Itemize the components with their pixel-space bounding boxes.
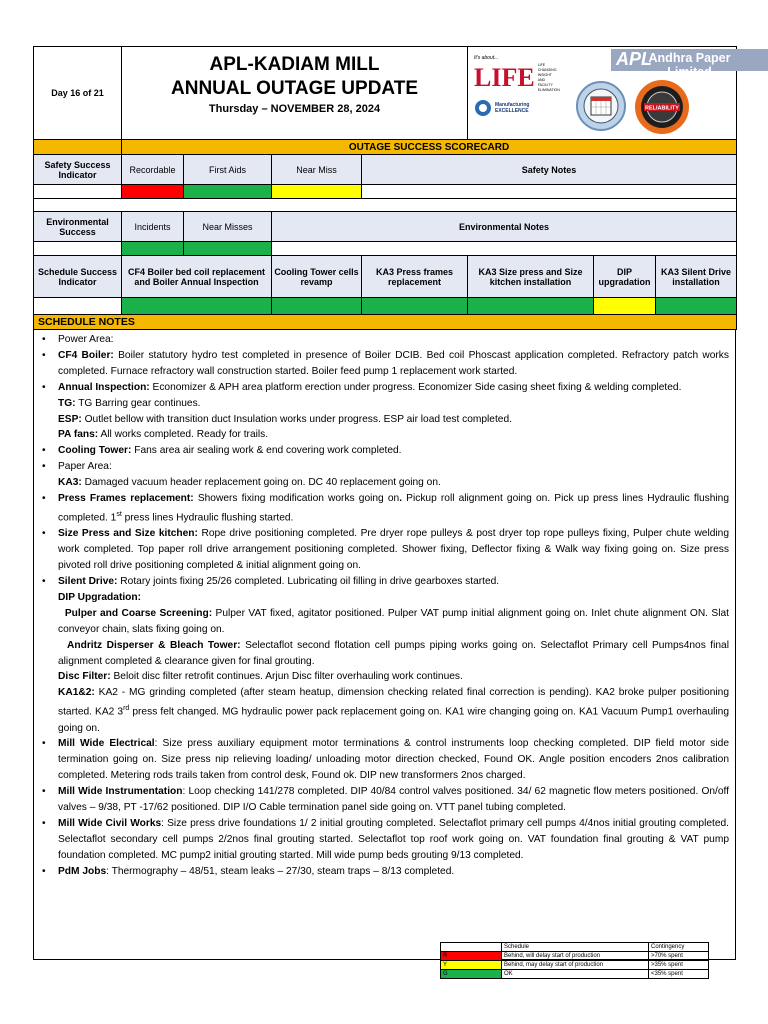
list-item — [58, 638, 729, 670]
cf4-label: CF4 Boiler: — [58, 349, 114, 361]
schedule-col-cooling-tower: Cooling Tower cells revamp — [272, 256, 362, 298]
mwi-label: Mill Wide Instrumentation — [58, 786, 183, 798]
status-legend — [440, 942, 709, 979]
df-text: Beloit disc filter retrofit continues. Arjun Disc filter overhauling work continues. — [113, 671, 463, 683]
life-logo — [474, 55, 558, 135]
pa-label: PA fans: — [58, 429, 99, 441]
safety-status-recordable — [122, 185, 184, 199]
pcs-text: Pulper VAT fixed, agitator positioned. Pulper VAT pump initial alignment going on. Inlet chute alignment ON. Slat conveyor chain, slats fixing going on. — [58, 607, 729, 635]
list-item — [58, 685, 729, 736]
pdm-text: : Thermography – 48/51, steam leaks – 27/30, steam traps – 8/13 completed. — [106, 865, 455, 877]
legend-contingency-green: <35% spent — [649, 970, 709, 979]
schedule-col-silent-drive: KA3 Silent Drive installation — [656, 256, 737, 298]
company-name: Andhra Paper Limited — [648, 51, 731, 79]
sd-label: Silent Drive: — [58, 575, 118, 587]
schedule-status-silent-drive — [656, 298, 737, 315]
list-item — [58, 380, 729, 396]
safety-status-first-aids — [184, 185, 272, 199]
sp-text: Rope drive positioning completed. Pre dryer rope pulleys & post dryer top rope pulleys fixing, Pulper chute welding work completed. Top paper roll drive arrangement positioning completed. Shower fixing, Deflector fixing & Walk way fixing going on. Size press pivoted roll drive positioning completed & initial alignment going on. — [58, 528, 729, 572]
cf4-text: Boiler statutory hydro test completed in presence of Boiler DCIB. Bed coil Phoscast application completed. Refractory patch works completed. Furnace refractory wall construction started. Boiler feed pump 1 replacement work started. — [58, 349, 729, 377]
schedule-col-press-frames: KA3 Press frames replacement — [362, 256, 468, 298]
environment-label: Environmental Success — [34, 212, 122, 242]
logo-area — [468, 47, 737, 140]
row-spacer — [34, 199, 737, 212]
life-logo-text: LIFE — [474, 63, 535, 92]
schedule-label: Schedule Success Indicator — [34, 256, 122, 298]
list-item: • Paper Area: — [58, 459, 729, 475]
legend-swatch-red: R — [441, 952, 502, 961]
annual-text: Economizer & APH area platform erection under progress. Economizer Side casing sheet fixing & welding completed. — [152, 381, 682, 393]
env-col-incidents: Incidents — [122, 212, 184, 242]
list-item — [58, 669, 729, 685]
environment-notes-label: Environmental Notes — [272, 212, 737, 242]
list-item — [58, 590, 729, 606]
legend-swatch-yellow: Y — [441, 961, 502, 970]
pf-sup: st — [116, 510, 122, 518]
pf-text-c: press lines Hydraulic flushing started. — [121, 512, 294, 524]
list-item — [58, 475, 729, 491]
schedule-notes-title: SCHEDULE NOTES — [34, 315, 737, 330]
ct-label: Cooling Tower: — [58, 445, 132, 457]
power-area-heading: Power Area — [58, 334, 111, 345]
legend-schedule-yellow: Behind, may delay start of production — [502, 961, 649, 970]
schedule-status-size-press — [468, 298, 594, 315]
life-logo-tag: LIFE CHANGING INSIGHT AND FACILITY ELIMINATION — [537, 63, 560, 92]
list-item — [58, 816, 729, 864]
safety-col-recordable: Recordable — [122, 155, 184, 185]
legend-header-contingency: Contingency — [649, 943, 709, 952]
list-item — [58, 443, 729, 459]
list-item — [58, 348, 729, 380]
reliability-badge-icon — [634, 79, 690, 135]
list-item: • Power Area: — [58, 332, 729, 348]
outage-report — [33, 46, 736, 960]
schedule-status-cf4-boiler — [122, 298, 272, 315]
schedule-status-dip — [594, 298, 656, 315]
ka3-text: Damaged vacuum header replacement going on. DC 40 replacement going on. — [84, 477, 441, 489]
sd-text: Rotary joints fixing 25/26 completed. Lubricating oil filling in drive gearboxes started. — [120, 575, 500, 587]
life-tagline-small: It's about... — [474, 55, 499, 61]
report-date: Thursday – NOVEMBER 28, 2024 — [208, 103, 381, 115]
schedule-col-dip: DIP upgradation — [594, 256, 656, 298]
ka12-sup: rd — [123, 705, 130, 713]
list-item — [58, 574, 729, 590]
env-status-blank — [34, 242, 122, 256]
report-title — [122, 47, 468, 140]
legend-contingency-red: >70% spent — [649, 952, 709, 961]
safety-col-first-aids: First Aids — [184, 155, 272, 185]
env-status-near-misses — [184, 242, 272, 256]
list-item — [58, 412, 729, 428]
mfg-excellence-label: Manufacturing EXCELLENCE — [495, 102, 530, 114]
mfg-excellence-icon — [474, 99, 492, 117]
safety-status-blank — [34, 185, 122, 199]
legend-swatch-green: G — [441, 970, 502, 979]
pf-text-a: Showers fixing modification works going on — [197, 493, 400, 505]
ka12-text-a: KA2 - MG grinding completed (after steam heatup, dimension checking related final correction is pending). KA2 broke pulper positioning started. KA2 3 — [58, 687, 729, 718]
esp-text: Outlet bellow with transition duct Insulation works under progress. ESP air load test completed. — [84, 413, 512, 425]
env-status-incidents — [122, 242, 184, 256]
list-item — [58, 736, 729, 784]
pf-text-b: Pickup roll alignment going on. Pick up press lines Hydraulic flushing completed. 1 — [58, 493, 729, 524]
adb-text: Selectaflot second flotation cell pumps piping works going on. Selectaflot Primary cell Pumps4nos final alignment completed & clearance given for final grouting. — [58, 639, 729, 667]
mwe-label: Mill Wide Electrical — [58, 738, 155, 750]
report-header-table — [33, 46, 737, 330]
safety-label: Safety Success Indicator — [34, 155, 122, 185]
legend-header-schedule: Schedule — [502, 943, 649, 952]
ka12-text-b: press felt changed. MG hydraulic power pack replacement going on. KA1 wire changing going on. KA1 Vacuum Pump1 overhauling going on. — [58, 706, 729, 734]
schedule-col-cf4-boiler: CF4 Boiler bed coil replacement and Boiler Annual Inspection — [122, 256, 272, 298]
title-line-2: ANNUAL OUTAGE UPDATE — [171, 78, 418, 99]
env-col-near-misses: Near Misses — [184, 212, 272, 242]
ct-text: Fans area air sealing work & end covering work completed. — [134, 445, 402, 457]
annual-label: Annual Inspection: — [58, 381, 150, 393]
pcs-label: Pulper and Coarse Screening: — [64, 607, 213, 619]
safety-col-near-miss: Near Miss — [272, 155, 362, 185]
legend-schedule-green: OK — [502, 970, 649, 979]
list-item: • Press Frames replacement: Showers fixing modification works going on. Pickup roll alignment going on. Pick up press lines Hydraulic flushing completed. 1st press lines Hydraulic flushing started. — [58, 491, 729, 526]
list-item — [58, 526, 729, 574]
safety-status-near-miss — [272, 185, 362, 199]
tg-text: TG Barring gear continues. — [78, 397, 201, 409]
df-label: Disc Filter: — [58, 671, 111, 683]
pa-text: All works completed. Ready for trails. — [100, 429, 269, 441]
safety-notes-value — [362, 185, 737, 199]
scorecard-spacer — [34, 140, 122, 155]
list-item — [58, 427, 729, 443]
day-counter: Day 16 of 21 — [34, 47, 122, 140]
schedule-status-press-frames — [362, 298, 468, 315]
legend-header-code — [441, 943, 502, 952]
tg-label: TG: — [58, 397, 76, 409]
mwe-text: : Size press auxiliary equipment motor terminations & control instruments loop checking completed. DIP field motor side termination going on. Size press nip relieving loading/ unloading motor direction checked, Found OK. Angle position encoders 2nos calibration completed. Metering rods trails taken from control desk, Found ok. DIP new transformers 2nos charged. — [58, 738, 729, 782]
apl-logo-icon: APL — [616, 49, 652, 69]
legend-contingency-yellow: >35% spent — [649, 961, 709, 970]
schedule-notes — [33, 330, 736, 960]
title-line-1: APL-KADIAM MILL — [209, 54, 380, 75]
paper-area-heading: Paper Area — [58, 461, 109, 473]
schedule-col-size-press: KA3 Size press and Size kitchen installation — [468, 256, 594, 298]
safety-notes-label: Safety Notes — [362, 155, 737, 185]
mwi-text: : Loop checking 141/278 completed. DIP 40/84 control valves positioned. 34/ 62 magnetic flow meters positioned. On/off valves – 9/38, PT -17/62 positioned. DIP I/O Cable termination panel side going on. VTT panel tubing completed. — [58, 786, 730, 814]
env-notes-value — [272, 242, 737, 256]
adb-label: Andritz Disperser & Bleach Tower: — [67, 639, 241, 651]
schedule-status-blank — [34, 298, 122, 315]
list-item — [58, 864, 729, 880]
schedule-status-cooling-tower — [272, 298, 362, 315]
list-item — [58, 784, 729, 816]
mwc-label: Mill Wide Civil Works — [58, 817, 162, 829]
list-item — [58, 396, 729, 412]
ka12-label: KA1&2: — [58, 687, 95, 699]
dip-label: DIP Upgradation: — [58, 591, 142, 603]
legend-schedule-red: Behind, will delay start of production — [502, 952, 649, 961]
esp-label: ESP: — [58, 413, 82, 425]
reliability-badge-label: RELIABILITY — [645, 105, 679, 112]
mwc-text: : Size press drive foundations 1/ 2 initial grouting completed. Selectaflot primary cell pumps 4/4nos initial grouting completed. Selectaflot secondary cell pumps 2/2nos final grouting started. Selectaflot top roof work going on. VAT foundation final grouting & VAT pump foundation completed. MC pump2 initial grouting started. Mill wide pump beds grouting 9/13 completed. — [58, 817, 729, 861]
list-item — [58, 606, 729, 638]
pf-label: Press Frames replacement: — [58, 493, 194, 505]
sp-label: Size Press and Size kitchen: — [58, 528, 198, 540]
pdm-label: PdM Jobs — [58, 865, 107, 877]
calendar-badge-icon — [576, 81, 626, 131]
scorecard-title: OUTAGE SUCCESS SCORECARD — [122, 140, 737, 155]
ka3-label: KA3: — [58, 477, 82, 489]
